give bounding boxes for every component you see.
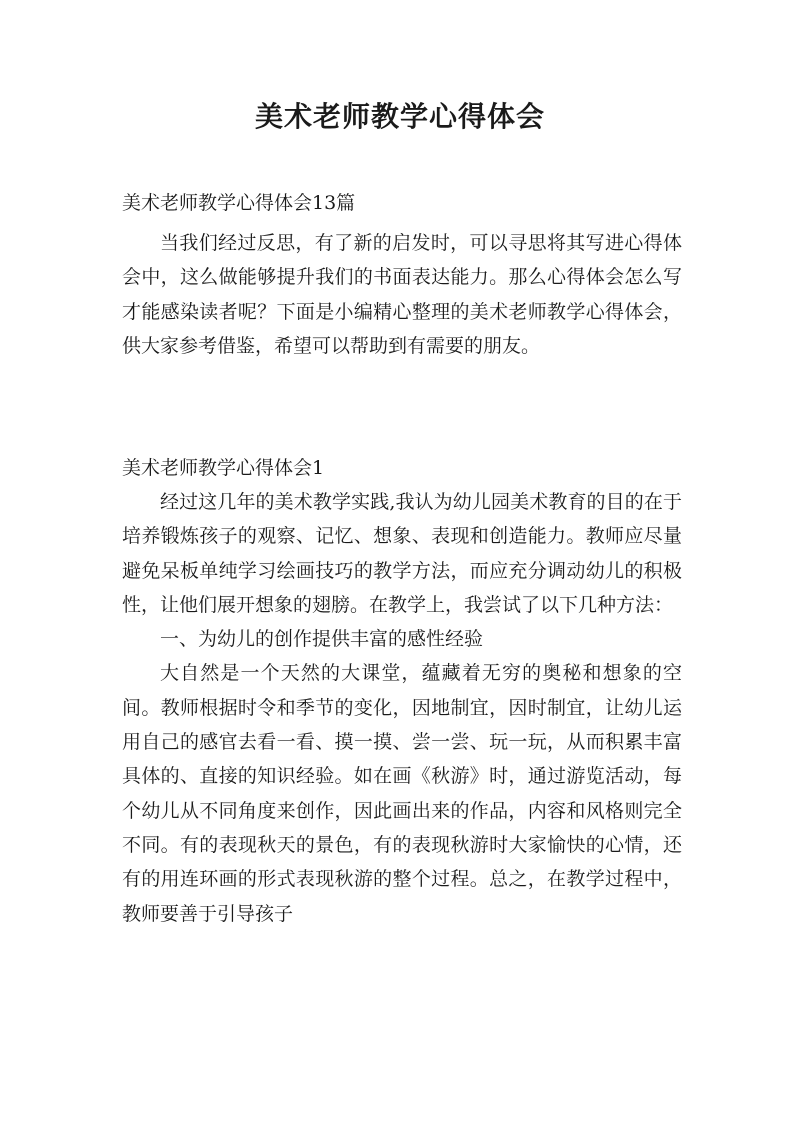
body-paragraph: 经过这几年的美术教学实践,我认为幼儿园美术教育的目的在于培养锻炼孩子的观察、记忆、想象、表现和创造能力。教师应尽量避免呆板单纯学习绘画技巧的教学方法，而应充分调动幼儿的积极性，让他们展开想象的翅膀。在教学上，我尝试了以下几种方法： <box>122 491 682 616</box>
document-subtitle: 美术老师教学心得体会13篇 <box>122 192 356 214</box>
intro-paragraph: 当我们经过反思，有了新的启发时，可以寻思将其写进心得体会中，这么做能够提升我们的书面表达能力。那么心得体会怎么写才能感染读者呢？下面是小编精心整理的美术老师教学心得体会，供大家参考借鉴，希望可以帮助到有需要的朋友。 <box>122 232 682 357</box>
intro-block <box>122 226 682 363</box>
section-heading: 美术老师教学心得体会1 <box>122 457 325 479</box>
body-paragraph: 大自然是一个天然的大课堂，蕴藏着无穷的奥秘和想象的空间。教师根据时令和季节的变化，因地制宜，因时制宜，让幼儿运用自己的感官去看一看、摸一摸、尝一尝、玩一玩，从而积累丰富具体的、直接的知识经验。如在画《秋游》时，通过游览活动，每个幼儿从不同角度来创作，因此画出来的作品，内容和风格则完全不同。有的表现秋天的景色，有的表现秋游时大家愉快的心情，还有的用连环画的形式表现秋游的整个过程。总之，在教学过程中，教师要善于引导孩子 <box>122 662 682 925</box>
section-body <box>122 485 682 931</box>
body-subheading: 一、为幼儿的创作提供丰富的感性经验 <box>160 628 484 651</box>
document-title: 美术老师教学心得体会 <box>254 100 545 133</box>
